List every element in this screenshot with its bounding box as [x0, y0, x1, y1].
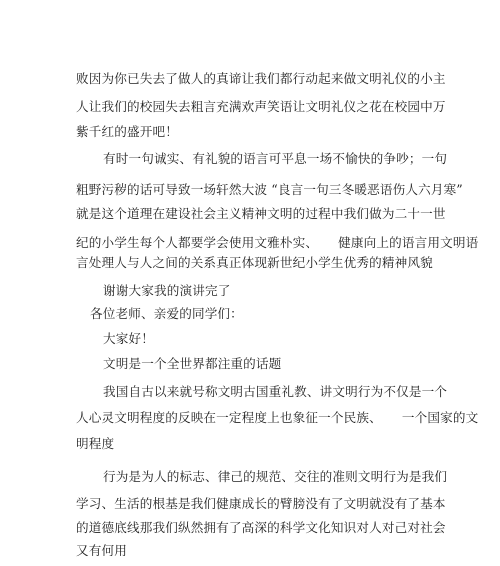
text-line: 粗野污秽的话可导致一场轩然大波 “良言一句三冬暖恶语伤人六月寒” — [76, 182, 463, 197]
text-line: 行为是为人的标志、律己的规范、交往的准则文明行为是我们 — [103, 469, 448, 484]
text-line: 败因为你已失去了做人的真谛让我们都行动起来做文明礼仪的小主 — [76, 71, 446, 86]
text-segment: 健康向上的语言用文明语 — [338, 235, 479, 250]
text-line — [76, 410, 478, 426]
text-line: 有时一句诚实、有礼貌的语言可平息一场不愉快的争吵；一句 — [103, 151, 448, 166]
text-line: 我国自古以来就号称文明古国重礼教、讲文明行为不仅是一个 — [103, 384, 448, 399]
text-line: 就是这个道理在建设社会主义精神文明的过程中我们做为二十一世 — [76, 206, 446, 221]
text-line: 文明是一个全世界都注重的话题 — [103, 356, 282, 371]
text-line: 言处理人与人之间的关系真正体现新世纪小学生优秀的精神风貌 — [76, 255, 433, 270]
text-segment: 纪的小学生每个人都要学会使用文雅朴实、 — [76, 235, 319, 250]
text-segment: 一个国家的文 — [401, 410, 479, 425]
text-line: 各位老师、亲爱的同学们： — [90, 306, 243, 321]
text-line — [76, 235, 478, 251]
text-line: 紫千红的盛开吧！ — [76, 124, 178, 139]
text-line: 人让我们的校园失去粗言充满欢声笑语让文明礼仪之花在校园中万 — [76, 99, 446, 114]
text-line: 大家好！ — [103, 331, 154, 346]
text-line: 谢谢大家我的演讲完了 — [103, 283, 231, 298]
text-line: 又有何用 — [76, 543, 127, 558]
text-line: 的道德底线那我们纵然拥有了高深的科学文化知识对人对己对社会 — [76, 520, 446, 535]
text-line: 明程度 — [76, 436, 115, 451]
text-segment: 人心灵文明程度的反映在一定程度上也象征一个民族、 — [76, 410, 382, 425]
text-line: 学习、生活的根基是我们健康成长的臂膀没有了文明就没有了基本 — [76, 496, 446, 511]
